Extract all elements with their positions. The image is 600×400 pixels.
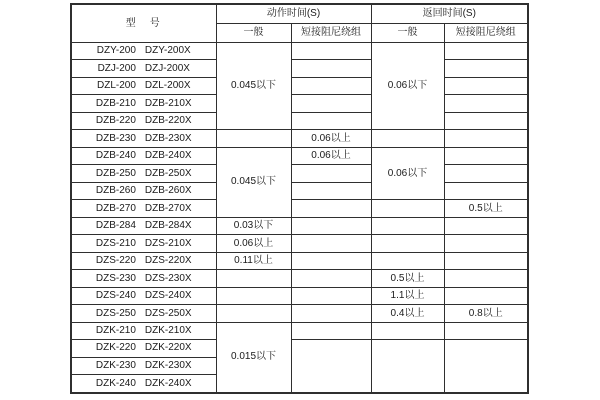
table-row [71, 270, 528, 287]
model-cell [71, 182, 216, 199]
empty-cell [291, 270, 371, 287]
empty-cell [444, 270, 528, 287]
model-right: DZL-200X [144, 80, 191, 92]
model-left: DZB-270 [95, 202, 136, 214]
col-header-model: 型 号 [71, 4, 216, 43]
model-left: DZJ-200 [97, 62, 136, 74]
model-cell [71, 95, 216, 112]
empty-cell [291, 165, 371, 182]
model-right: DZB-284X [144, 220, 192, 232]
model-cell [71, 130, 216, 147]
empty-cell [444, 322, 528, 339]
table-row [71, 305, 528, 322]
act-general-value: 0.045以下 [216, 147, 291, 217]
model-cell [71, 375, 216, 393]
act-general-value: 0.06以上 [216, 235, 291, 252]
subheader-action-general: 一般 [216, 24, 291, 43]
model-cell [71, 217, 216, 234]
col-header-return-time: 返回时间(S) [371, 4, 528, 24]
empty-cell [291, 43, 371, 60]
model-right: DZK-220X [144, 342, 192, 354]
table-row [71, 112, 528, 129]
model-cell [71, 112, 216, 129]
empty-cell [371, 252, 444, 269]
empty-cell [291, 95, 371, 112]
empty-cell [291, 77, 371, 94]
empty-cell [371, 235, 444, 252]
model-right: DZS-230X [144, 272, 192, 284]
model-cell [71, 165, 216, 182]
model-left: DZB-260 [95, 185, 136, 197]
ret-general-value: 0.06以下 [371, 43, 444, 130]
empty-cell [291, 340, 371, 393]
model-right: DZS-220X [144, 255, 192, 267]
act-damped-value: 0.06以上 [291, 147, 371, 164]
model-left: DZK-210 [95, 324, 136, 336]
empty-cell [371, 322, 444, 339]
model-right: DZB-230X [144, 132, 192, 144]
model-cell [71, 77, 216, 94]
model-right: DZS-210X [144, 237, 192, 249]
table-row [71, 252, 528, 269]
subheader-return-damped: 短接阻尼绕组 [444, 24, 528, 43]
model-cell [71, 43, 216, 60]
ret-general-value: 0.5以上 [371, 270, 444, 287]
ret-damped-value: 0.5以上 [444, 200, 528, 217]
model-right: DZB-260X [144, 185, 192, 197]
empty-cell [444, 165, 528, 182]
model-right: DZB-270X [144, 202, 192, 214]
table-row [71, 322, 528, 339]
empty-cell [291, 252, 371, 269]
model-left: DZK-230 [95, 359, 136, 371]
model-right: DZB-210X [144, 97, 192, 109]
col-header-action-time: 动作时间(S) [216, 4, 371, 24]
table-row [71, 95, 528, 112]
model-cell [71, 322, 216, 339]
model-right: DZK-240X [144, 377, 192, 389]
act-damped-value: 0.06以上 [291, 130, 371, 147]
model-left: DZB-250 [95, 167, 136, 179]
act-general-value: 0.03以下 [216, 217, 291, 234]
empty-cell [291, 182, 371, 199]
empty-cell [444, 235, 528, 252]
model-right: DZB-250X [144, 167, 192, 179]
table-row [71, 235, 528, 252]
model-right: DZS-240X [144, 290, 192, 302]
act-general-value: 0.015以下 [216, 322, 291, 393]
empty-cell [444, 182, 528, 199]
model-cell [71, 147, 216, 164]
subheader-action-damped: 短接阻尼绕组 [291, 24, 371, 43]
table-row [71, 43, 528, 60]
empty-cell [371, 200, 444, 217]
ret-general-value: 0.4以上 [371, 305, 444, 322]
empty-cell [371, 130, 444, 147]
table-row [71, 340, 528, 357]
model-left: DZK-220 [95, 342, 136, 354]
model-left: DZL-200 [97, 80, 136, 92]
table-row [71, 60, 528, 77]
empty-cell [291, 287, 371, 304]
empty-cell [291, 200, 371, 217]
empty-cell [371, 217, 444, 234]
model-right: DZB-220X [144, 115, 192, 127]
table-row [71, 287, 528, 304]
empty-cell [291, 305, 371, 322]
model-left: DZS-210 [95, 237, 136, 249]
table-row [71, 182, 528, 199]
empty-cell [291, 60, 371, 77]
model-right: DZK-230X [144, 359, 192, 371]
model-left: DZB-210 [95, 97, 136, 109]
empty-cell [216, 130, 291, 147]
empty-cell [444, 130, 528, 147]
ret-general-value: 1.1以上 [371, 287, 444, 304]
model-cell [71, 287, 216, 304]
model-left: DZS-220 [95, 255, 136, 267]
model-cell [71, 357, 216, 374]
empty-cell [291, 322, 371, 339]
empty-cell [444, 147, 528, 164]
empty-cell [444, 287, 528, 304]
model-left: DZB-220 [95, 115, 136, 127]
model-right: DZJ-200X [144, 62, 190, 74]
model-cell [71, 60, 216, 77]
model-right: DZB-240X [144, 150, 192, 162]
model-left: DZB-240 [95, 150, 136, 162]
table-row [71, 77, 528, 94]
model-left: DZS-230 [95, 272, 136, 284]
model-left: DZB-230 [95, 132, 136, 144]
model-cell [71, 235, 216, 252]
empty-cell [444, 252, 528, 269]
empty-cell [371, 340, 444, 393]
empty-cell [444, 217, 528, 234]
model-cell [71, 200, 216, 217]
empty-cell [444, 112, 528, 129]
model-right: DZY-200X [144, 45, 191, 57]
ret-general-value: 0.06以下 [371, 147, 444, 199]
empty-cell [444, 43, 528, 60]
model-left: DZB-284 [95, 220, 136, 232]
empty-cell [216, 270, 291, 287]
model-left: DZS-250 [95, 307, 136, 319]
empty-cell [444, 77, 528, 94]
model-cell [71, 270, 216, 287]
table-row [71, 147, 528, 164]
empty-cell [291, 217, 371, 234]
model-left: DZY-200 [96, 45, 136, 57]
table-row [71, 217, 528, 234]
model-cell [71, 252, 216, 269]
subheader-return-general: 一般 [371, 24, 444, 43]
model-cell [71, 305, 216, 322]
empty-cell [444, 60, 528, 77]
model-right: DZK-210X [144, 324, 192, 336]
model-cell [71, 340, 216, 357]
empty-cell [216, 287, 291, 304]
model-left: DZS-240 [95, 290, 136, 302]
act-general-value: 0.11以上 [216, 252, 291, 269]
table-row [71, 165, 528, 182]
empty-cell [444, 340, 528, 393]
spec-table [70, 3, 529, 394]
table-row [71, 200, 528, 217]
ret-damped-value: 0.8以上 [444, 305, 528, 322]
empty-cell [291, 235, 371, 252]
model-right: DZS-250X [144, 307, 192, 319]
model-left: DZK-240 [95, 377, 136, 389]
empty-cell [444, 95, 528, 112]
empty-cell [216, 305, 291, 322]
act-general-value: 0.045以下 [216, 43, 291, 130]
table-row [71, 130, 528, 147]
empty-cell [291, 112, 371, 129]
